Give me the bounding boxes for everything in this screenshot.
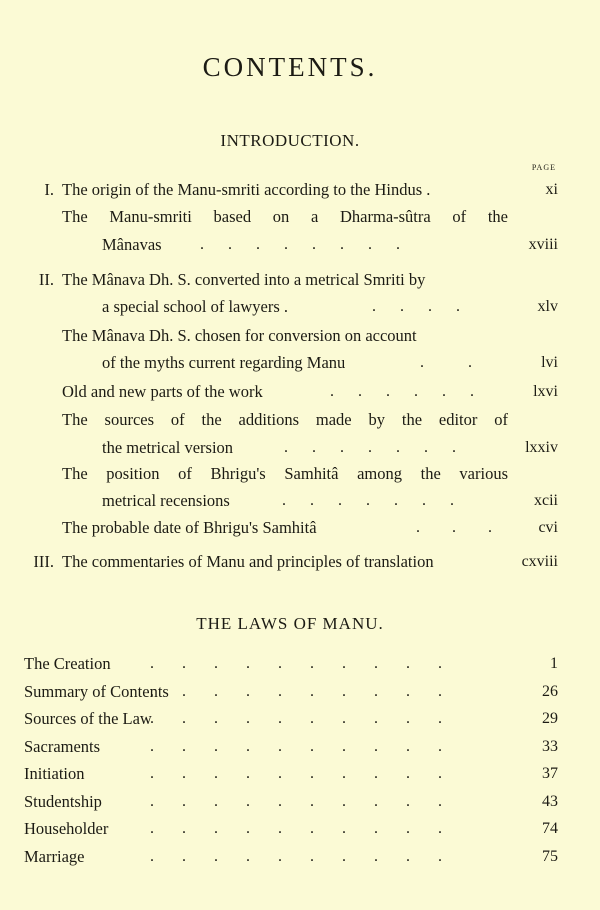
chapter-entry-page: 1 [550, 655, 558, 672]
toc-entry-text: a special school of lawyers . [102, 297, 289, 316]
chapter-entry-title: Studentship [24, 791, 102, 811]
chapter-entry-page: 74 [542, 820, 558, 837]
toc-entry-page: xcii [534, 492, 558, 509]
page-column-label: PAGE [531, 163, 556, 172]
leader-dots: . . . . . . . . . . [150, 847, 442, 865]
toc-entry-page: cxviii [521, 553, 558, 570]
leader-dots: . . . . . . . . . . [150, 682, 442, 700]
chapter-entry-title: The Creation [24, 654, 111, 673]
section-numeral: I. [44, 180, 54, 199]
leader-dots: . . . . . . . . . . [150, 655, 442, 672]
toc-entry-text: the metrical version [102, 438, 234, 457]
introduction-heading: INTRODUCTION. [220, 131, 360, 150]
toc-entry-text: Old and new parts of the work [62, 382, 263, 401]
chapter-entry-title: Sources of the Law [24, 709, 152, 728]
chapter-entry-title: Householder [24, 819, 109, 838]
leader-dots: . . . . . . [330, 383, 474, 400]
toc-entry-text: The position of Bhrigu's Samhitâ among the various [62, 464, 508, 483]
section-numeral: III. [33, 552, 54, 571]
toc-entry-text: The origin of the Manu-smriti according to the Hindus . [62, 180, 431, 199]
chapter-entry-page: 43 [542, 792, 558, 810]
toc-entry-text: The Manu-smriti based on a Dharma-sûtra of the [62, 207, 508, 226]
leader-dots: . . [420, 354, 472, 371]
leader-dots: . . . . . . . . . . [150, 710, 442, 727]
leader-dots: . . . . . . . . . . [150, 737, 442, 755]
leader-dots: . . . . . . . . . . [150, 765, 442, 782]
toc-entry-text: The Mânava Dh. S. chosen for conversion on account [62, 326, 417, 345]
leader-dots: . . . . [372, 298, 460, 315]
chapter-entry-title: Sacraments [24, 736, 101, 756]
chapter-entry-page: 33 [542, 737, 558, 755]
toc-entry-page: xlv [537, 298, 558, 315]
leader-dots: . . . . . . . . . . [150, 792, 442, 810]
chapter-entry-title: Initiation [24, 764, 85, 783]
toc-entry-text: The Mânava Dh. S. converted into a metrical Smriti by [62, 270, 426, 289]
chapter-entry-page: 37 [542, 765, 558, 782]
chapter-entry-page: 26 [542, 682, 558, 700]
leader-dots: . . . . . . . [282, 492, 454, 509]
toc-entry-text: Mânavas [102, 235, 162, 254]
leader-dots: . . . . . . . . . . [150, 820, 442, 837]
toc-entry-text: The commentaries of Manu and principles of translation [62, 552, 434, 571]
page-title: CONTENTS. [202, 52, 378, 82]
toc-entry-page: lxvi [533, 383, 558, 400]
chapter-entry-title: Marriage [24, 846, 85, 866]
toc-entry-text: of the myths current regarding Manu [102, 353, 346, 372]
leader-dots: . . . . . . . . [200, 236, 400, 253]
laws-heading: THE LAWS OF MANU. [196, 614, 384, 633]
toc-entry-page: xi [545, 181, 558, 198]
chapter-entry-page: 75 [542, 847, 558, 865]
toc-entry-text: The sources of the additions made by the editor of [62, 410, 508, 429]
toc-entry-page: lvi [541, 354, 558, 371]
toc-entry-text: metrical recensions [102, 491, 230, 510]
section-numeral: II. [38, 270, 54, 289]
chapter-entry-page: 29 [542, 710, 558, 727]
chapter-entry-title: Summary of Contents [24, 681, 169, 701]
leader-dots: . . . . . . . [284, 439, 456, 456]
toc-entry-page: xviii [528, 236, 558, 253]
leader-dots: . . . [416, 519, 492, 536]
toc-entry-page: cvi [538, 519, 558, 536]
toc-entry-text: The probable date of Bhrigu's Samhitâ [62, 518, 317, 537]
toc-entry-page: lxxiv [525, 439, 558, 456]
